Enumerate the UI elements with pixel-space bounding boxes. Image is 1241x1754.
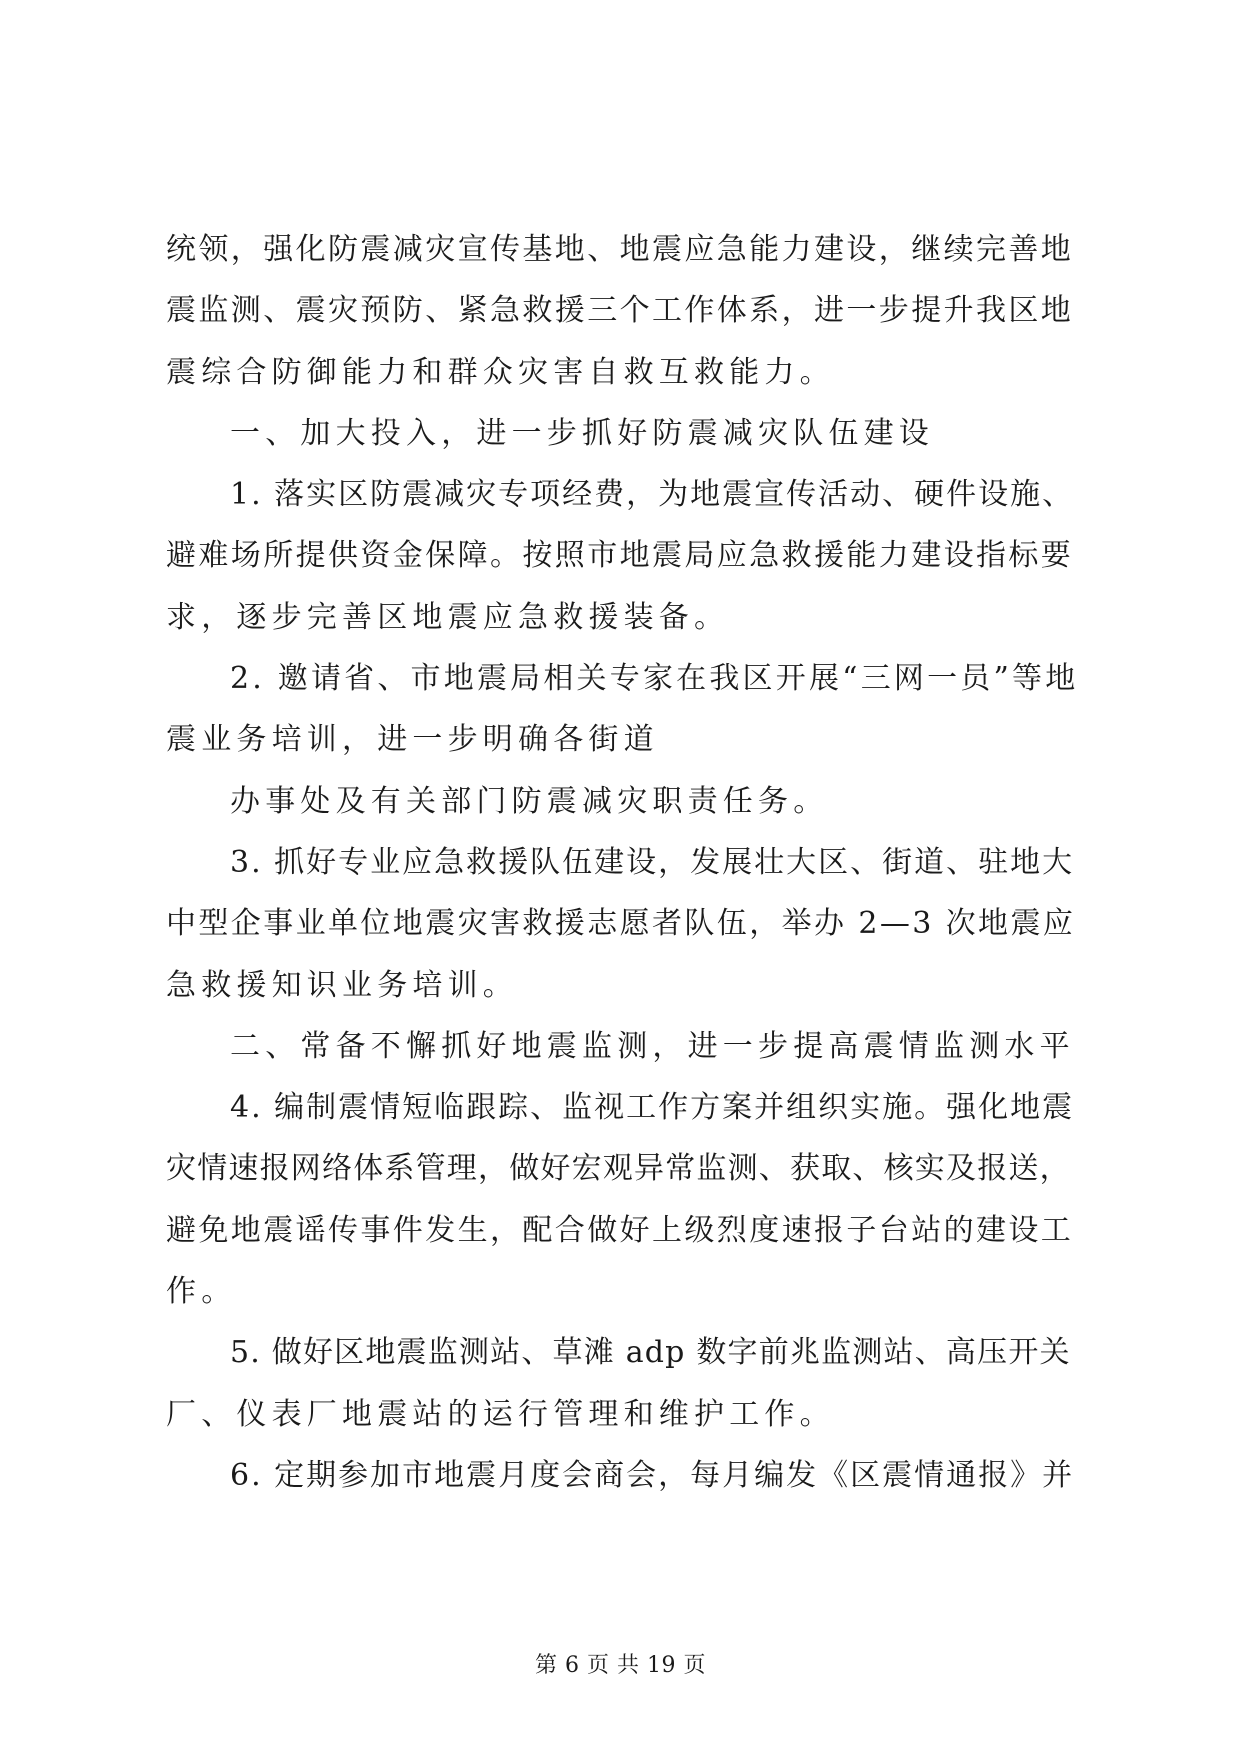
text-line: 灾情速报网络体系管理，做好宏观异常监测、获取、核实及报送， <box>166 1151 1071 1187</box>
text-line: 避免地震谣传事件发生，配合做好上级烈度速报子台站的建设工 <box>166 1212 1074 1248</box>
text-line: 急救援知识业务培训。 <box>166 967 518 1003</box>
text-line: 厂、仪表厂地震站的运行管理和维护工作。 <box>166 1396 835 1432</box>
text-line: 办事处及有关部门防震减灾职责任务。 <box>230 783 829 819</box>
text-line: 5. 做好区地震监测站、草滩 adp 数字前兆监测站、高压开关 <box>230 1335 1071 1371</box>
body-text <box>166 232 1078 1519</box>
text-line: 1. 落实区防震减灾专项经费，为地震宣传活动、硬件设施、 <box>230 477 1075 513</box>
text-line: 一、加大投入，进一步抓好防震减灾队伍建设 <box>230 415 934 451</box>
text-line: 二、常备不懈抓好地震监测，进一步提高震情监测水平 <box>230 1028 1075 1064</box>
text-line: 震综合防御能力和群众灾害自救互救能力。 <box>166 354 835 390</box>
text-line: 求，逐步完善区地震应急救援装备。 <box>166 599 730 635</box>
text-line: 2. 邀请省、市地震局相关专家在我区开展“三网一员”等地 <box>230 661 1079 697</box>
text-line: 震监测、震灾预防、紧急救援三个工作体系，进一步提升我区地 <box>166 293 1074 329</box>
text-line: 4. 编制震情短临跟踪、监视工作方案并组织实施。强化地震 <box>230 1090 1075 1126</box>
page-footer: 第 6 页 共 19 页 <box>535 1653 706 1678</box>
text-line: 中型企事业单位地震灾害救援志愿者队伍，举办 2—3 次地震应 <box>166 906 1076 942</box>
text-line: 震业务培训，进一步明确各街道 <box>166 722 659 758</box>
text-line: 避难场所提供资金保障。按照市地震局应急救援能力建设指标要 <box>166 538 1074 574</box>
text-line: 3. 抓好专业应急救援队伍建设，发展壮大区、街道、驻地大 <box>230 844 1075 880</box>
text-line: 统领，强化防震减灾宣传基地、地震应急能力建设，继续完善地 <box>166 232 1074 267</box>
text-line: 作。 <box>166 1274 237 1310</box>
text-line: 6. 定期参加市地震月度会商会，每月编发《区震情通报》并 <box>230 1457 1075 1493</box>
